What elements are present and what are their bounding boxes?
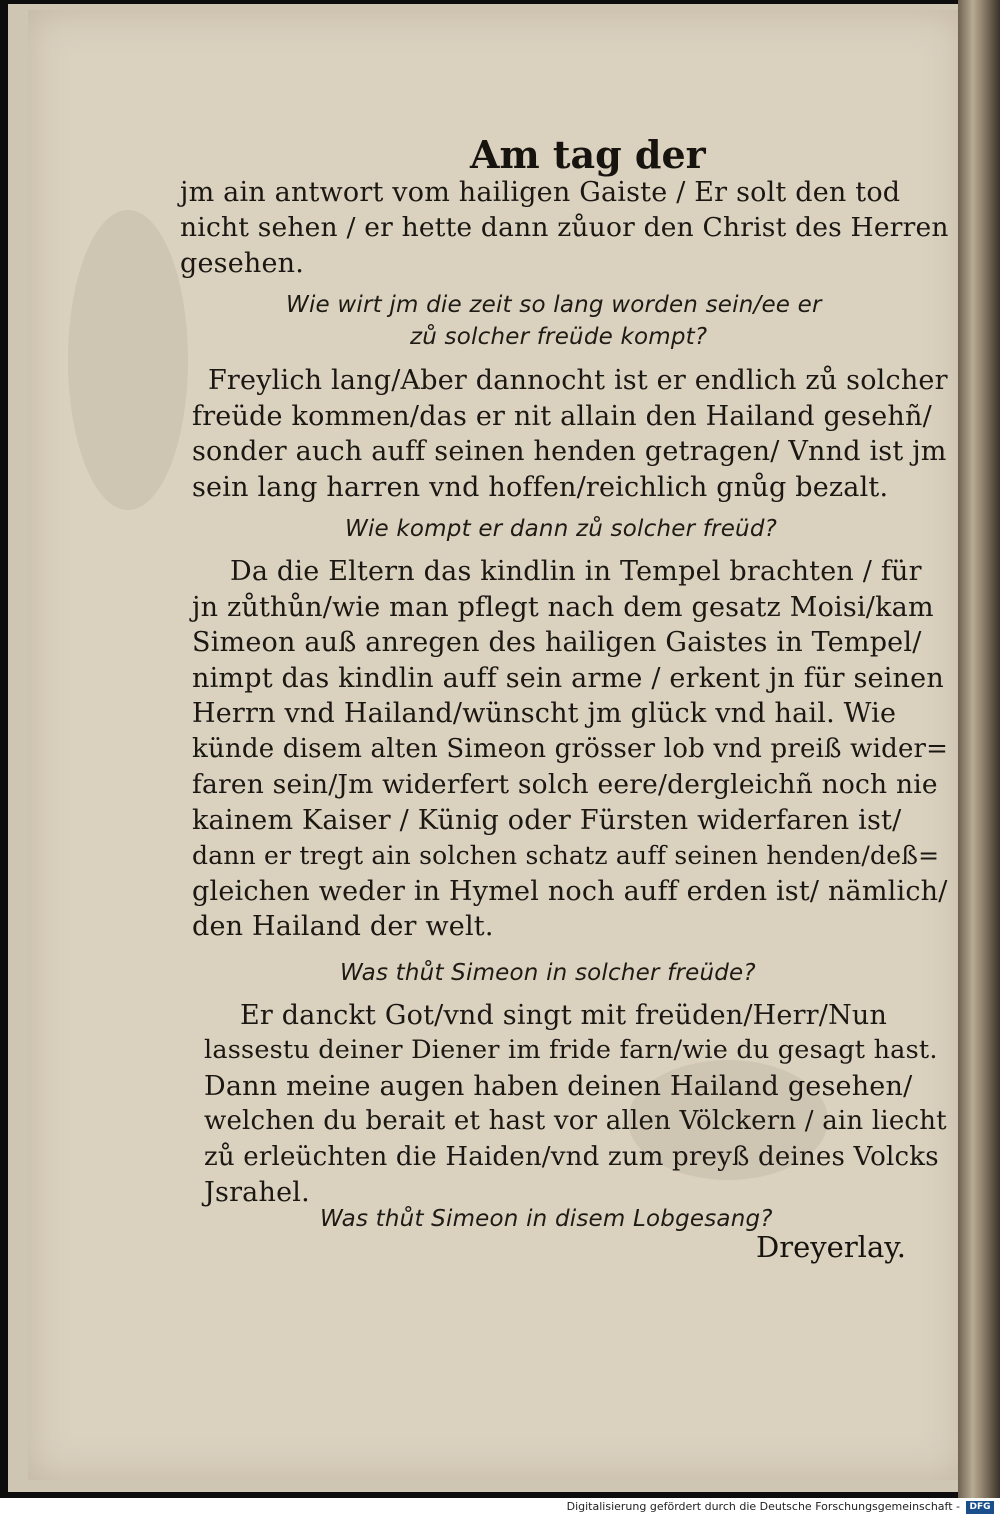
answer-line: künde disem alten Simeon grösser lob vnd preiß wider= [192, 734, 949, 764]
footer-credit: Digitalisierung gefördert durch die Deutsche Forschungsgemeinschaft - [566, 1500, 960, 1513]
answer-line: den Hailand der welt. [192, 911, 494, 942]
catchword: Dreyerlay. [756, 1230, 906, 1264]
answer-line: Jsrahel. [204, 1177, 310, 1208]
answer-line: freüde kommen/das er nit allain den Hailand gesehñ/ [192, 401, 932, 432]
answer-line: gleichen weder in Hymel noch auff erden ist/ nämlich/ [192, 876, 948, 907]
answer-line: Herrn vnd Hailand/wünscht jm glück vnd hail. Wie [192, 698, 897, 729]
question-line: Wie wirt jm die zeit so lang worden sein/ee er [286, 292, 822, 318]
answer-line: lassestu deiner Diener im fride farn/wie du gesagt hast. [204, 1035, 938, 1065]
answer-line: Er danckt Got/vnd singt mit freüden/Herr/Nun [240, 1000, 888, 1031]
answer-line: nimpt das kindlin auff sein arme / erkent jn für seinen [192, 663, 944, 694]
answer-line: sein lang harren vnd hoffen/reichlich gnůg bezalt. [192, 472, 889, 503]
question-line: zů solcher freüde kompt? [410, 324, 708, 350]
question-line: Wie kompt er dann zů solcher freüd? [345, 516, 778, 542]
answer-line: faren sein/Jm widerfert solch eere/dergleichñ noch nie [192, 769, 938, 800]
answer-line: Simeon auß anregen des hailigen Gaistes in Tempel/ [192, 627, 922, 658]
paper-stain [68, 210, 188, 510]
answer-line: welchen du berait et hast vor allen Völckern / ain liecht [204, 1106, 947, 1136]
question-line: Was thůt Simeon in disem Lobgesang? [320, 1206, 773, 1232]
text-line: jm ain antwort vom hailigen Gaiste / Er solt den tod [180, 177, 901, 208]
question-line: Was thůt Simeon in solcher freüde? [340, 960, 756, 986]
answer-line: Da die Eltern das kindlin in Tempel brachten / für [230, 556, 922, 587]
dfg-logo: DFG [966, 1501, 994, 1514]
text-line: nicht sehen / er hette dann zůuor den Christ des Herren [180, 212, 949, 243]
answer-line: zů erleüchten die Haiden/vnd zum preyß deines Volcks [204, 1142, 939, 1172]
footer-bar [0, 1498, 1000, 1518]
answer-line: jn zůthůn/wie man pflegt nach dem gesatz Moisi/kam [192, 592, 934, 623]
answer-line: sonder auch auff seinen henden getragen/ Vnnd ist jm [192, 436, 947, 467]
answer-line: Dann meine augen haben deinen Hailand gesehen/ [204, 1071, 913, 1102]
answer-line: kainem Kaiser / Künig oder Fürsten widerfaren ist/ [192, 805, 902, 836]
text-line: gesehen. [180, 248, 305, 279]
running-headline: Am tag der [470, 132, 706, 177]
answer-line: dann er tregt ain solchen schatz auff seinen henden/deß= [192, 841, 940, 870]
answer-line: Freylich lang/Aber dannocht ist er endlich zů solcher [208, 365, 948, 396]
book-gutter [958, 0, 1000, 1498]
